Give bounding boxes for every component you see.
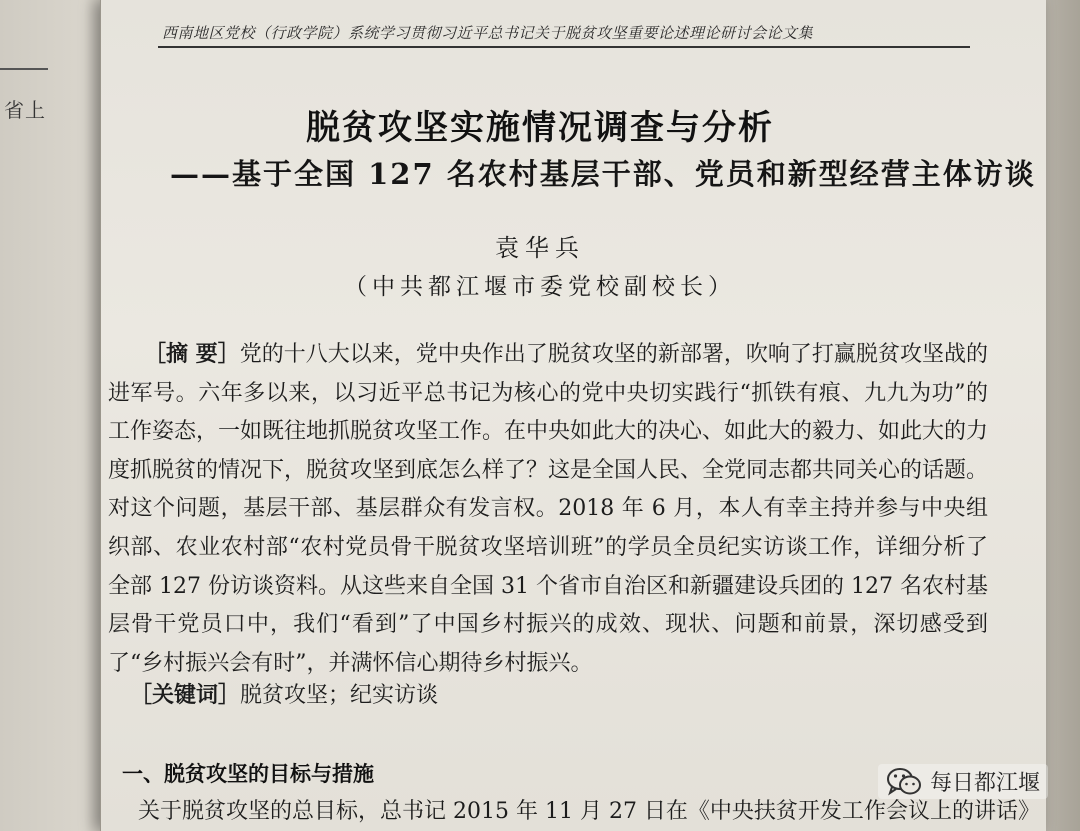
section-heading: 一、脱贫攻坚的目标与措施 [122, 762, 374, 786]
wechat-icon [886, 767, 922, 797]
author-name: 袁华兵 [495, 234, 585, 262]
left-page-rule [0, 68, 48, 70]
watermark-text: 每日都江堰 [929, 771, 1040, 796]
article-title: 脱贫攻坚实施情况调查与分析 [306, 108, 774, 148]
keywords-label: ［关键词］ [130, 683, 241, 708]
keywords-line [130, 678, 438, 709]
running-header: 西南地区党校（行政学院）系统学习贯彻习近平总书记关于脱贫攻坚重要论述理论研讨会论文集 [162, 24, 814, 42]
abstract-label: ［摘 要］ [144, 342, 240, 367]
body-first-line: 关于脱贫攻坚的总目标，总书记 2015 年 11 月 27 日在《中央扶贫开发工作会议上的讲话》 [138, 799, 1040, 824]
abstract-text: 党的十八大以来，党中央作出了脱贫攻坚的新部署，吹响了打赢脱贫攻坚战的进军号。六年多以来，以习近平总书记为核心的党中央切实践行“抓铁有痕、九九为功”的工作姿态，一如既往地抓脱贫攻坚工作。在中央如此大的决心、如此大的毅力、如此大的力度抓脱贫的情况下，脱贫攻坚到底怎么样了？这是全国人民、全党同志都共同关心的话题。对这个问题，基层干部、基层群众有发言权。2018 年 6 月，本人有幸主持并参与中央组织部、农业农村部“农村党员骨干脱贫攻坚培训班”的学员全员纪实访谈工作，详细分析了全部 127 份访谈资料。从这些来自全国 31 个省市自治区和新疆建设兵团的 127 名农村基层骨干党员口中，我们“看到”了中国乡村振兴的成效、现状、问题和前景，深切感受到了“乡村振兴会有时”，并满怀信心期待乡村振兴。 [108, 342, 989, 676]
abstract-paragraph [108, 336, 988, 683]
watermark [878, 764, 1048, 799]
left-page-fragment: 省上 [4, 98, 46, 122]
author-affiliation: （中共都江堰市委党校副校长） [344, 274, 736, 300]
header-rule [158, 46, 970, 48]
article-subtitle: ——基于全国 127 名农村基层干部、党员和新型经营主体访谈 [170, 157, 1036, 191]
keywords-text: 脱贫攻坚；纪实访谈 [240, 683, 439, 708]
